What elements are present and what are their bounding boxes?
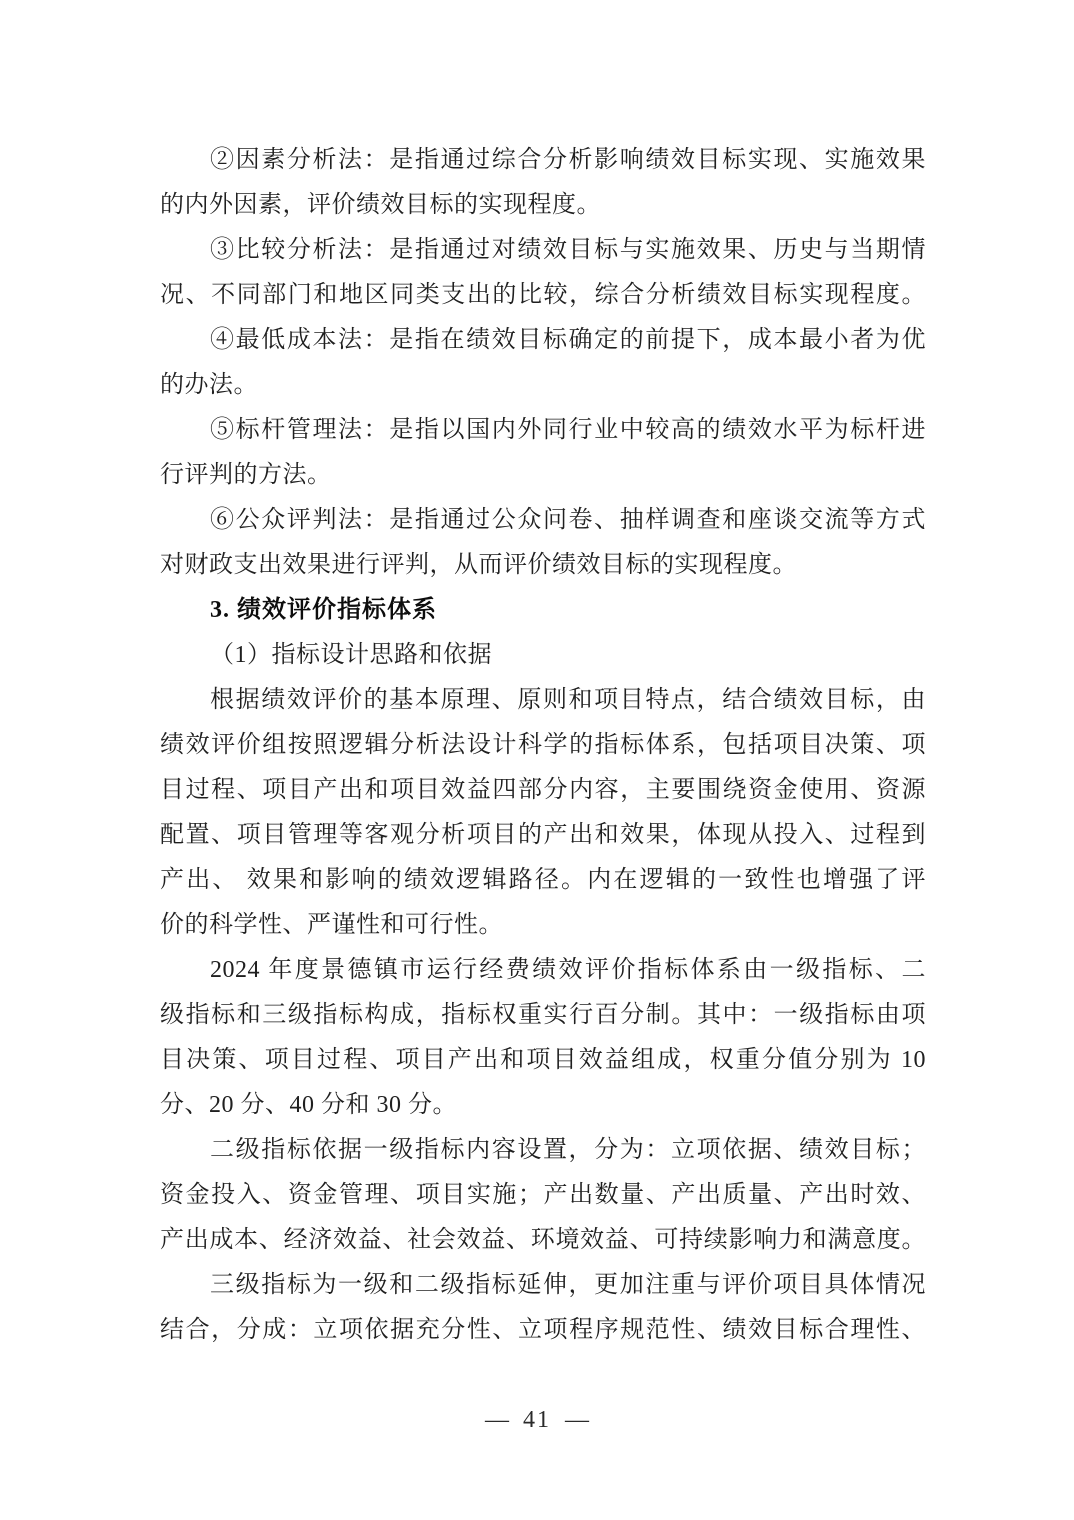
text-line: 级指标和三级指标构成，指标权重实行百分制。其中：一级指标由项	[160, 1002, 926, 1028]
text-line: ⑥公众评判法：是指通过公众问卷、抽样调查和座谈交流等方式	[210, 507, 926, 533]
text-line: 产出成本、经济效益、社会效益、环境效益、可持续影响力和满意度。	[160, 1227, 926, 1253]
text-line: ④最低成本法：是指在绩效目标确定的前提下，成本最小者为优	[210, 327, 926, 353]
page-number: 41	[523, 1407, 551, 1433]
text-line: 的内外因素，评价绩效目标的实现程度。	[160, 192, 601, 218]
text-line: 资金投入、资金管理、项目实施；产出数量、产出质量、产出时效、	[160, 1182, 926, 1208]
text-line: 的办法。	[160, 372, 258, 398]
text-line: ⑤标杆管理法：是指以国内外同行业中较高的绩效水平为标杆进	[210, 417, 926, 443]
text-line: 根据绩效评价的基本原理、原则和项目特点，结合绩效目标，由	[210, 687, 926, 713]
text-line: 产出、 效果和影响的绩效逻辑路径。内在逻辑的一致性也增强了评	[160, 867, 926, 893]
text-line: 价的科学性、严谨性和可行性。	[160, 912, 503, 938]
text-line: 行评判的方法。	[160, 462, 332, 488]
text-line: （1）指标设计思路和依据	[210, 642, 492, 668]
section-heading: 3. 绩效评价指标体系	[210, 597, 437, 623]
page-footer	[0, 1405, 1074, 1435]
text-line: 目过程、项目产出和项目效益四部分内容，主要围绕资金使用、资源	[160, 777, 926, 803]
text-line: 二级指标依据一级指标内容设置，分为：立项依据、绩效目标；	[210, 1137, 926, 1163]
text-line: 结合，分成：立项依据充分性、立项程序规范性、绩效目标合理性、	[160, 1317, 926, 1343]
text-line: 2024 年度景德镇市运行经费绩效评价指标体系由一级指标、二	[210, 957, 926, 983]
document-body	[160, 138, 926, 1353]
text-line: 对财政支出效果进行评判，从而评价绩效目标的实现程度。	[160, 552, 797, 578]
text-line: ②因素分析法：是指通过综合分析影响绩效目标实现、实施效果	[210, 147, 926, 173]
text-line: ③比较分析法：是指通过对绩效目标与实施效果、历史与当期情	[210, 237, 926, 263]
text-line: 配置、项目管理等客观分析项目的产出和效果，体现从投入、过程到	[160, 822, 926, 848]
text-line: 绩效评价组按照逻辑分析法设计科学的指标体系，包括项目决策、项	[160, 732, 926, 758]
text-line: 三级指标为一级和二级指标延伸，更加注重与评价项目具体情况	[210, 1272, 926, 1298]
footer-dash-right: —	[565, 1407, 589, 1433]
text-line: 况、不同部门和地区同类支出的比较，综合分析绩效目标实现程度。	[160, 282, 926, 308]
footer-dash-left: —	[485, 1407, 509, 1433]
text-line: 分、20 分、40 分和 30 分。	[160, 1092, 457, 1118]
text-line: 目决策、项目过程、项目产出和项目效益组成，权重分值分别为 10	[160, 1047, 926, 1073]
